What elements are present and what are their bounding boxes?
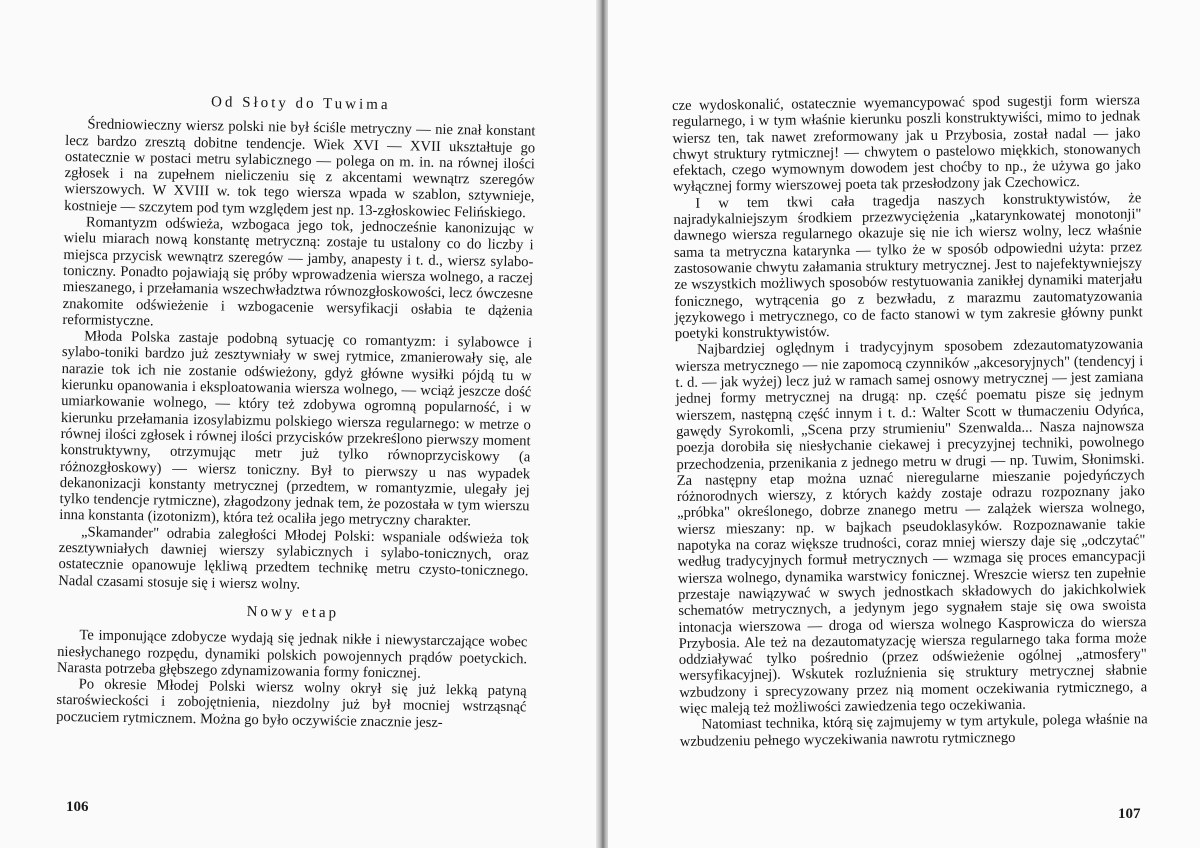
paragraph: I w tem tkwi cała tragedja naszych konstruktywistów, że najradykalniejszym środkiem przezwyciężenia „katarynkowatej monotonji" dawnego wiersza regularnego okazuje się nie ich wiersz wolny, lecz właśnie sama ta metryczna katarynka — tylko że w sposób odpowiedni użyta: przez zastosowanie chwytu załamania struktury metrycznej. Jest to najefektywniejszy ze wszystkich możliwych sposobów restytuowania zanikłej dynamiki materjału fonicznego, wytrącenia go z bezwładu, z marazmu zautomatyzowania językowego i metrycznego, co de facto stanowi w tym zakresie główny punkt poetyki konstruktywistów. <box>673 190 1143 343</box>
section-heading: Nowy etap <box>246 603 340 622</box>
paragraph: Te imponujące zdobycze wydają się jednak nikłe i niewystarczające wobec niesłychanego rozpędu, dynamiki polskich powojennych prądów poetyckich. Narasta potrzeba głębszego zdynamizowania formy fonicznej. <box>56 627 528 682</box>
paragraph: Natomiast technika, którą się zajmujemy w tym artykule, polega właśnie na wzbudzeniu pełnego wyczekiwania nawrotu rytmicznego <box>679 711 1148 750</box>
paragraph: Średniowieczny wiersz polski nie był ściśle metryczny — nie znał konstant lecz bardzo zresztą dobitne tendencje. Wiek XVI — XVII ukształtuje go ostatecznie w postaci metru sylabicznego — polega on m. in. na równej ilości zgłosek i na zupełnem nieliczeniu się z akcentami wewnątrz szeregów wierszowych. W XVIII w. tok tego wiersza wpada w szablon, sztywnieje, kostnieje — szczytem pod tym względem jest np. 13-zgłoskowiec Felińskiego. <box>64 116 536 222</box>
paragraph: cze wydoskonalić, ostatecznie wyemancypować spod sugestji form wiersza regularnego, i w tym właśnie kierunku poszli konstruktywiści, mimo to jednak wiersz ten, tak nawet zreformowany jak u Przybosia, został nadal — jako chwyt struktury rytmicznej! — chwytem o pastelowo miękkich, stonowanych efektach, czego wymownym dowodem jest choćby to np., że używa go jako wyłącznej formy wierszowej poeta tak przesłodzony jak Czechowicz. <box>672 92 1141 196</box>
right-text-column <box>672 92 1148 750</box>
left-page <box>0 0 598 848</box>
section-heading: Od Słoty do Tuwima <box>210 94 391 114</box>
paragraph: „Skamander" odrabia zaległości Młodej Polski: wspaniale odświeża tok zesztywniałych dawniej wierszy sylabicznych i sylabo-tonicznych, oraz ostatecznie opanowuje lękliwą przedtem technikę metru czysto-tonicznego. Nadal czasami stosuje się i wiersz wolny. <box>58 524 530 593</box>
left-text-column <box>56 92 536 732</box>
paragraph: Najbardziej oględnym i tradycyjnym sposobem zdezautomatyzowania wiersza metrycznego — nie zapomocą czynników „akcesoryjnych" (tendencyj i t. d. — jak wyżej) lecz już w ramach samej osnowy metrycznej — jest zamiana jednej formy metrycznej na drugą: np. część poematu pisze się jednym wierszem, następną część innym i t. d.: Walter Scott w tłumaczeniu Odyńca, gawędy Syrokomli, „Scena przy strumieniu" Szenwalda... Nasza najnowsza poezja dorobiła się niesłychanie ciekawej i precyzyjnej techniki, powolnego przechodzenia, przenikania z jednego metru w drugi — np. Tuwim, Słonimski. Za następny etap można uznać nieregularne mieszanie pojedyńczych różnorodnych wierszy, z których każdy zostaje odrazu rozpoznany jako „próbka" określonego, dobrze znanego metru — zalążek wiersza wolnego, wiersz mieszany: np. w bajkach pseudoklasyków. Rozpoznawanie takie napotyka na coraz większe trudności, coraz mniej wierszy daje się „odczytać" według tradycyjnych formuł metrycznych — wzmaga się proces emancypacji wiersza wolnego, dynamika warstwicy fonicznej. Wreszcie wiersz ten zupełnie przestaje nawiązywać w swych jednostkach składowych do jakichkolwiek schematów metrycznych, a jedynym jego sygnałem staje się owa swoista intonacja wierszowa — droga od wiersza wolnego Kasprowicza do wiersza Przybosia. Ale też na dezautomatyzację wiersza regularnego taka forma może oddziaływać tylko pośrednio (przez odświeżenie ogólnej „atmosfery" wersyfikacyjnej). Wskutek rozluźnienia się struktury metrycznej słabnie wzbudzony i sprecyzowany przez nią moment oczekiwania rytmicznego, a więc maleją też możliwości zawiedzenia tego oczekiwania. <box>675 336 1148 717</box>
page-number: 106 <box>66 799 89 815</box>
page-number: 107 <box>1118 806 1141 822</box>
paragraph: Romantyzm odświeża, wzbogaca jego tok, jednocześnie kanonizując w wielu miarach nową konstantę metryczną: zostaje tu ustalony co do liczby i miejsca przycisk wewnątrz szeregów — jamby, anapesty i t. d., wiersz sylabo-toniczny. Ponadto pojawiają się próby wprowadzenia wiersza wolnego, a raczej mieszanego, i przełamania wszechwładztwa równozgłoskowości, lecz ówczesne znakomite odświeżenie i wzbogacenie wersyfikacji osłabia te dążenia reformistyczne. <box>62 214 535 330</box>
paragraph: Po okresie Młodej Polski wiersz wolny okrył się już lekką patyną staroświeckości i zobojętnienia, niezdolny już był mocniej wstrząsnąć poczuciem rytmicznem. Można go było oczywiście znacznie jesz- <box>56 676 527 731</box>
paragraph: Młoda Polska zastaje podobną sytuację co romantyzm: i sylabowce i sylabo-toniki bardzo już zesztywniały w swej rytmice, zmanierowały się, ale narazie tok ich nie zostanie odświeżony, gdyż główne wysiłki pójdą tu w kierunku opanowania i eksploatowania wiersza wolnego, — wciąż jeszcze dość umiarkowanie wolnego, — który też zdobywa ogromną popularność, i w kierunku przełamania izosylabizmu polskiego wiersza regularnego: w metrze o równej ilości zgłosek i równej ilości przycisków przekreślono pierwszy moment konstruktywny, otrzymując metr już tylko równoprzyciskowy (a różnozgłoskowy) — wiersz toniczny. Był to pierwszy u nas wypadek dekanonizacji konstanty metrycznej (przedtem, w romantyzmie, ulegały jej tylko tendencje rytmiczne), złagodzony jednak tem, że pozostała w tym wierszu inna konstanta (izotonizm), która też ocaliła jego metryczny charakter. <box>59 328 533 530</box>
